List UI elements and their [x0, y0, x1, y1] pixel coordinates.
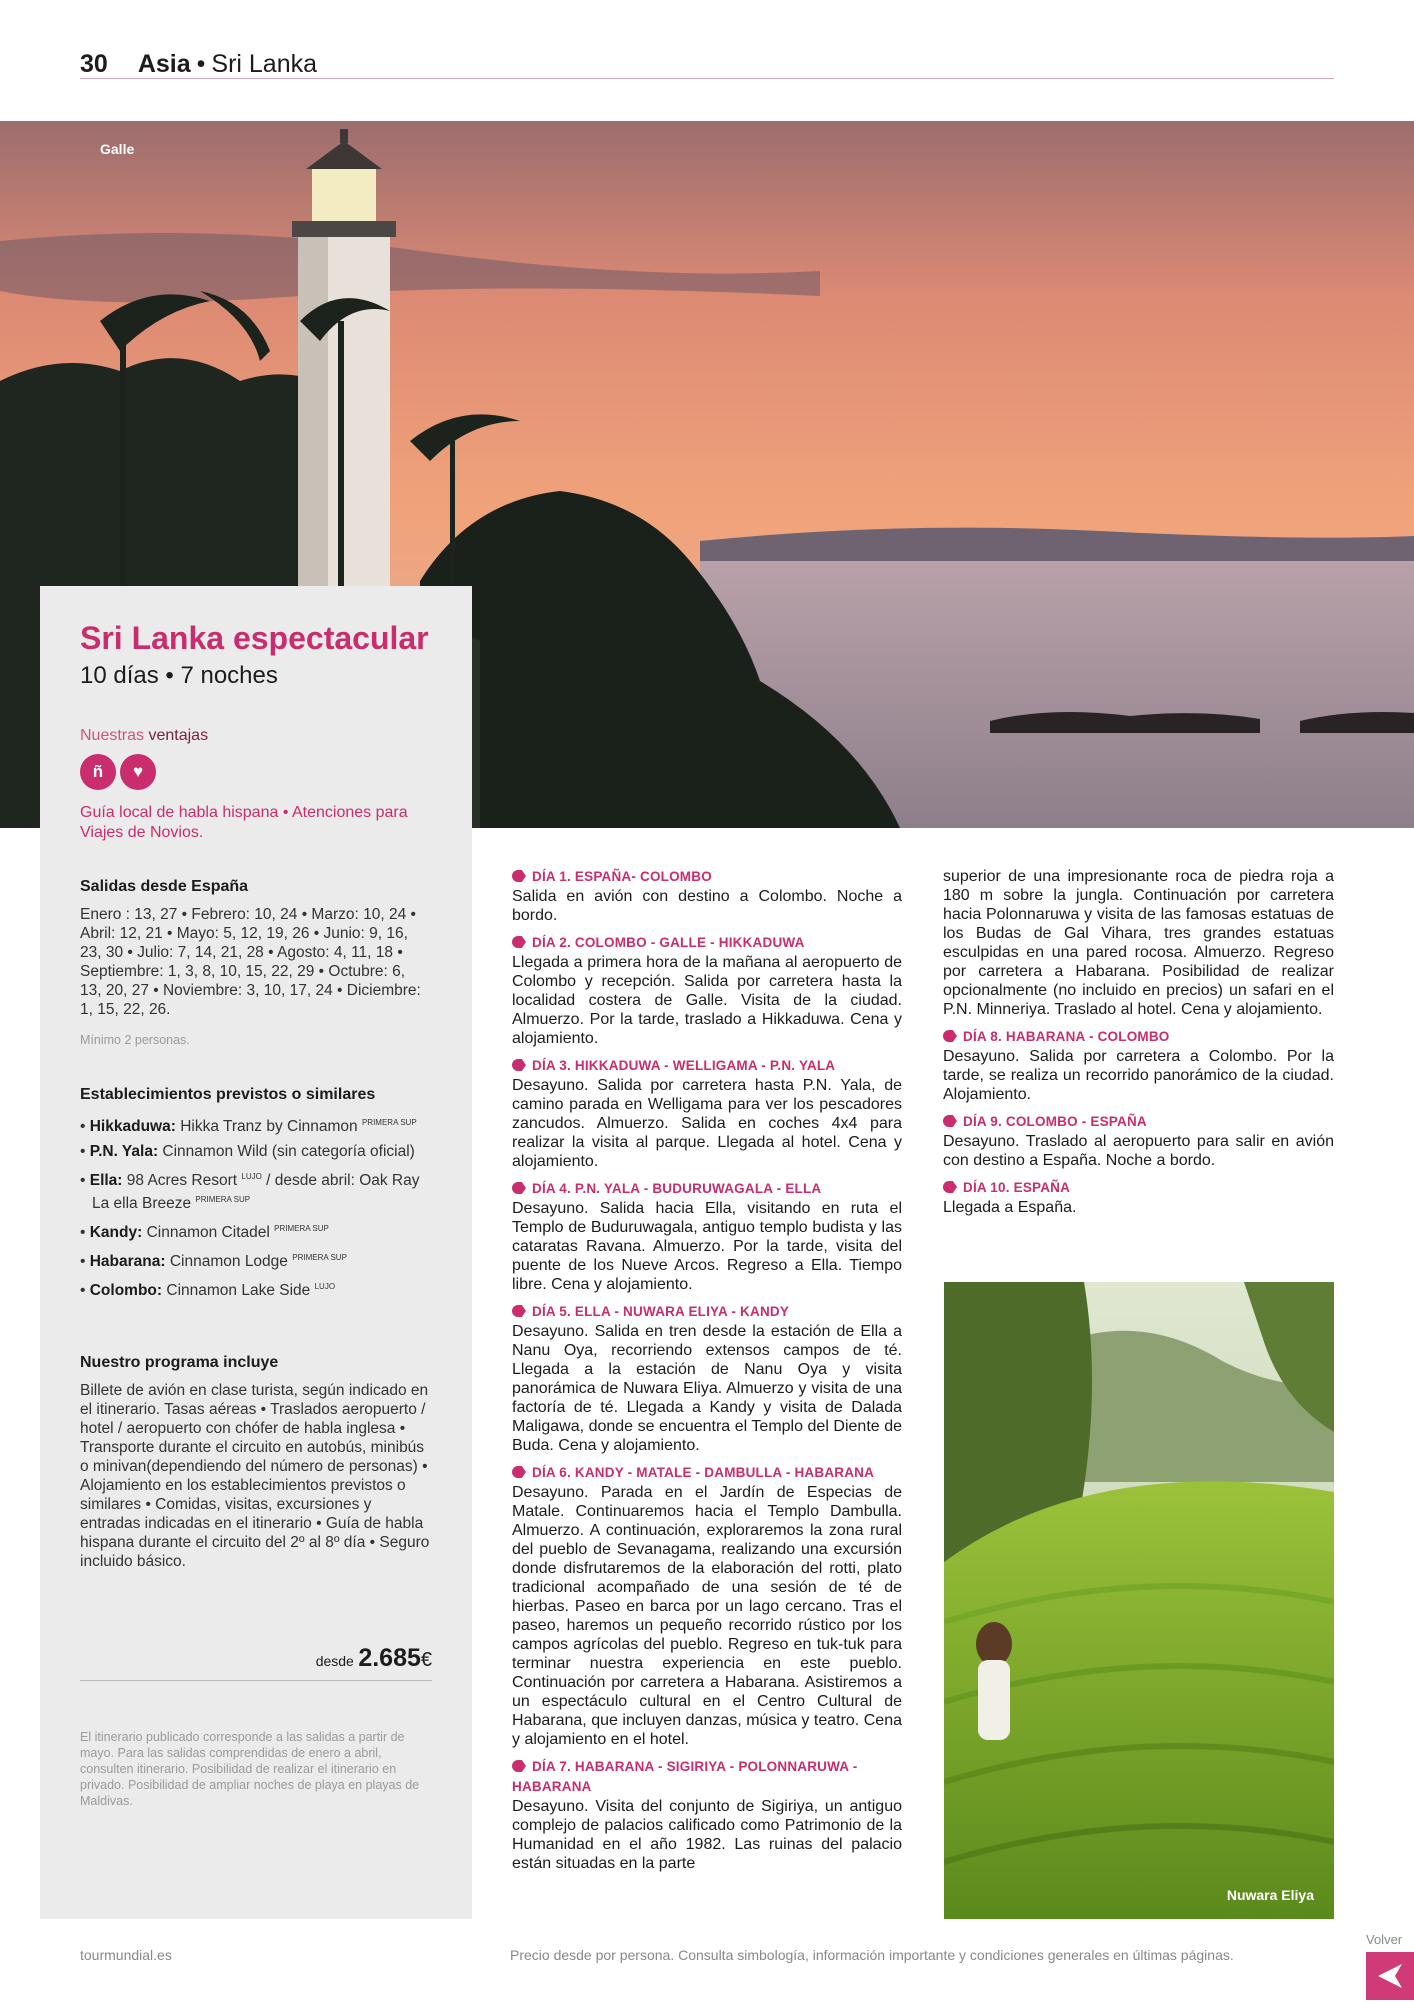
arrow-icon: [512, 1760, 526, 1772]
heart-icon: ♥: [120, 754, 156, 790]
page-number: 30: [80, 50, 108, 78]
day-text: Desayuno. Salida por carretera a Colombo. Por la tarde, se realiza un recorrido panorámico de la ciudad. Alojamiento.: [943, 1048, 1334, 1103]
day-title: DÍA 5. ELLA - NUWARA ELIYA - KANDY: [512, 1302, 902, 1322]
continent-label: Asia: [137, 50, 191, 78]
country-label: Sri Lanka: [211, 50, 318, 78]
minimum-note: Mínimo 2 personas.: [80, 1033, 190, 1047]
arrow-icon: [512, 1182, 526, 1194]
advantage-icons: [80, 754, 160, 790]
hero-caption: Galle: [100, 141, 135, 157]
hotels-title: Establecimientos previstos o similares: [80, 1086, 376, 1103]
list-item: • Ella: 98 Acres Resort $^{LUJO}$ / desde abril: Oak Ray La ella Breeze $^{PRIMERA SUP}$: [80, 1172, 420, 1212]
day-title: DÍA 1. ESPAÑA- COLOMBO: [512, 867, 902, 887]
itinerary-column-1: [512, 867, 902, 1881]
includes-text: Billete de avión en clase turista, según indicado en el itinerario. Tasas aéreas • Traslados aeropuerto / hotel / aeropuerto con chófer de habla inglesa • Transporte durante el circuito en autobús, minibús o minivan(dependiendo del número de personas) • Alojamiento en los establecimientos previstos o similares • Comidas, visitas, excursiones y entradas indicadas en el itinerario • Guía de habla hispana durante el circuito del 2º al 8º día • Seguro incluido básico.: [80, 1382, 430, 1570]
tour-title: Sri Lanka espectacular: [80, 620, 429, 656]
arrow-icon: [943, 1115, 957, 1127]
day-title: DÍA 8. HABARANA - COLOMBO: [943, 1027, 1334, 1047]
arrow-icon: [512, 936, 526, 948]
hotels-list: [80, 1113, 430, 1306]
list-item: • Kandy: Cinnamon Citadel $^{PRIMERA SUP}$: [80, 1224, 329, 1241]
footer-disclaimer: Precio desde por persona. Consulta simbología, información importante y condiciones generales en últimas páginas.: [510, 1947, 1234, 1963]
tea-plantation-image: [944, 1282, 1334, 1919]
day-text: Desayuno. Salida en tren desde la estación de Ella a Nanu Oya, recorriendo extensos campos de té. Llegada a la estación de Nanu Oya y visita panorámica de Nuwara Eliya. Almuerzo y visita de una factoría de té. Llegada a Kandy y visita de Dalada Maligawa, donde se encuentra el Templo del Diente de Buda. Cena y alojamiento.: [512, 1323, 902, 1454]
list-item: • Habarana: Cinnamon Lodge $^{PRIMERA SUP}$: [80, 1253, 347, 1270]
includes-title: Nuestro programa incluye: [80, 1354, 279, 1371]
advantages-word: ventajas: [148, 727, 209, 744]
price-currency: €: [420, 1649, 432, 1671]
day-text: Desayuno. Traslado al aeropuerto para salir en avión con destino a España. Noche a bordo.: [943, 1133, 1334, 1169]
itinerary-column-2: [943, 867, 1334, 1225]
price-value: 2.685: [358, 1644, 421, 1672]
advantages-text: Guía local de habla hispana • Atenciones para Viajes de Novios.: [80, 804, 408, 841]
day-text: Desayuno. Visita del conjunto de Sigiriya, un antiguo complejo de palacios calificado como Patrimonio de la Humanidad en el año 1982. Las ruinas del palacio están situadas en la parte: [512, 1798, 902, 1872]
day-text: superior de una impresionante roca de piedra roja a 180 m sobre la jungla. Continuación por carretera hacia Polonnaruwa y visita de las famosas estatuas de los Budas de Gal Vihara, tres grandes estatuas esculpidas en una pared rocosa. Almuerzo. Regreso por carretera a Habarana. Posibilidad de realizar opcionalmente (no incluido en precios) un safari en el P.N. Minneriya. Traslado al hotel. Cena y alojamiento.: [943, 868, 1334, 1018]
day-text: Llegada a primera hora de la mañana al aeropuerto de Colombo y recepción. Salida por carretera hasta la localidad costera de Galle. Visita de la ciudad. Almuerzo. Por la tarde, traslado a Hikkaduwa. Cena y alojamiento.: [512, 954, 902, 1047]
arrow-icon: [512, 1466, 526, 1478]
day-title: DÍA 3. HIKKADUWA - WELLIGAMA - P.N. YALA: [512, 1056, 902, 1076]
arrow-icon: [943, 1181, 957, 1193]
day-title: DÍA 2. COLOMBO - GALLE - HIKKADUWA: [512, 933, 902, 953]
footer-site: tourmundial.es: [80, 1947, 172, 1963]
day-title: DÍA 6. KANDY - MATALE - DAMBULLA - HABARANA: [512, 1463, 902, 1483]
advantages-prefix: Nuestras: [80, 727, 145, 744]
tea-image-caption: Nuwara Eliya: [1226, 1887, 1314, 1903]
price-prefix: desde: [315, 1653, 354, 1669]
price-divider: [80, 1680, 432, 1681]
tour-duration: 10 días • 7 noches: [80, 662, 278, 689]
day-title: DÍA 9. COLOMBO - ESPAÑA: [943, 1112, 1334, 1132]
arrow-icon: [512, 870, 526, 882]
departures-text: Enero : 13, 27 • Febrero: 10, 24 • Marzo: 10, 24 • Abril: 12, 21 • Mayo: 5, 12, 19, 26 • Junio: 9, 16, 23, 30 • Julio: 7, 14, 21, 28 • Agosto: 4, 11, 18 • Septiembre: 1, 3, 8, 10, 15, 22, 29 • Octubre: 6, 13, 20, 27 • Noviembre: 3, 10, 17, 24 • Diciembre: 1, 15, 22, 26.: [80, 906, 421, 1018]
header-separator: •: [196, 50, 206, 78]
departures-title: Salidas desde España: [80, 878, 249, 895]
day-title: DÍA 4. P.N. YALA - BUDURUWAGALA - ELLA: [512, 1179, 902, 1199]
day-text: Salida en avión con destino a Colombo. Noche a bordo.: [512, 888, 902, 924]
advantages-label: [80, 727, 208, 745]
day-text: Desayuno. Salida hacia Ella, visitando en ruta el Templo de Buduruwagala, antiguo templo budista y las cataratas Ravana. Almuerzo. Por la tarde, visita del puente de los Nueve Arcos. Regreso a Ella. Tiempo libre. Cena y alojamiento.: [512, 1200, 902, 1293]
day-title: DÍA 7. HABARANA - SIGIRIYA - POLONNARUWA - HABARANA: [512, 1759, 858, 1794]
header-divider: [80, 78, 1334, 79]
day-text: Llegada a España.: [943, 1199, 1077, 1216]
day-text: Desayuno. Salida por carretera hasta P.N. Yala, de camino parada en Welligama para ver los pescadores zancudos. Almuerzo. Salida en coches 4x4 para realizar la visita al parque. Llegada al hotel. Cena y alojamiento.: [512, 1077, 902, 1170]
day-title: DÍA 10. ESPAÑA: [943, 1178, 1334, 1198]
back-label: Volver: [1366, 1932, 1403, 1947]
arrow-icon: [512, 1059, 526, 1071]
back-button[interactable]: [1366, 1952, 1414, 2000]
spanish-guide-icon: ñ: [80, 754, 116, 790]
list-item: • P.N. Yala: Cinnamon Wild (sin categoría oficial): [80, 1143, 415, 1160]
itinerary-note: El itinerario publicado corresponde a las salidas a partir de mayo. Para las salidas comprendidas de enero a abril, consulten itinerario. Posibilidad de realizar el itinerario en privado. Posibilidad de ampliar noches de playa en playas de Maldivas.: [80, 1730, 420, 1808]
arrow-icon: [943, 1030, 957, 1042]
arrow-icon: [512, 1305, 526, 1317]
day-text: Desayuno. Parada en el Jardín de Especias de Matale. Continuaremos hacia el Templo Dambulla. Almuerzo. A continuación, exploraremos la zona rural del pueblo de Sevanagama, realizando una excursión donde disfrutaremos de la elaboración del rotti, plato tradicional acompañado de una sesión de té de hierbas. Paseo en barca por un lago cercano. Tras el paseo, haremos un pequeño recorrido rústico por los campos agrícolas del pueblo. Regreso en tuk-tuk para terminar nuestra experiencia en este pueblo. Continuación por carretera a Habarana. Asistiremos a un espectáculo cultural en el Centro Cultural de Habarana, que incluyen danzas, música y teatro. Cena y alojamiento en el hotel.: [512, 1484, 902, 1748]
price-block: [80, 1644, 432, 1673]
list-item: • Hikkaduwa: Hikka Tranz by Cinnamon $^{PRIMERA SUP}$: [80, 1118, 417, 1135]
list-item: • Colombo: Cinnamon Lake Side $^{LUJO}$: [80, 1282, 336, 1299]
back-arrow-icon: [1366, 1952, 1414, 2000]
